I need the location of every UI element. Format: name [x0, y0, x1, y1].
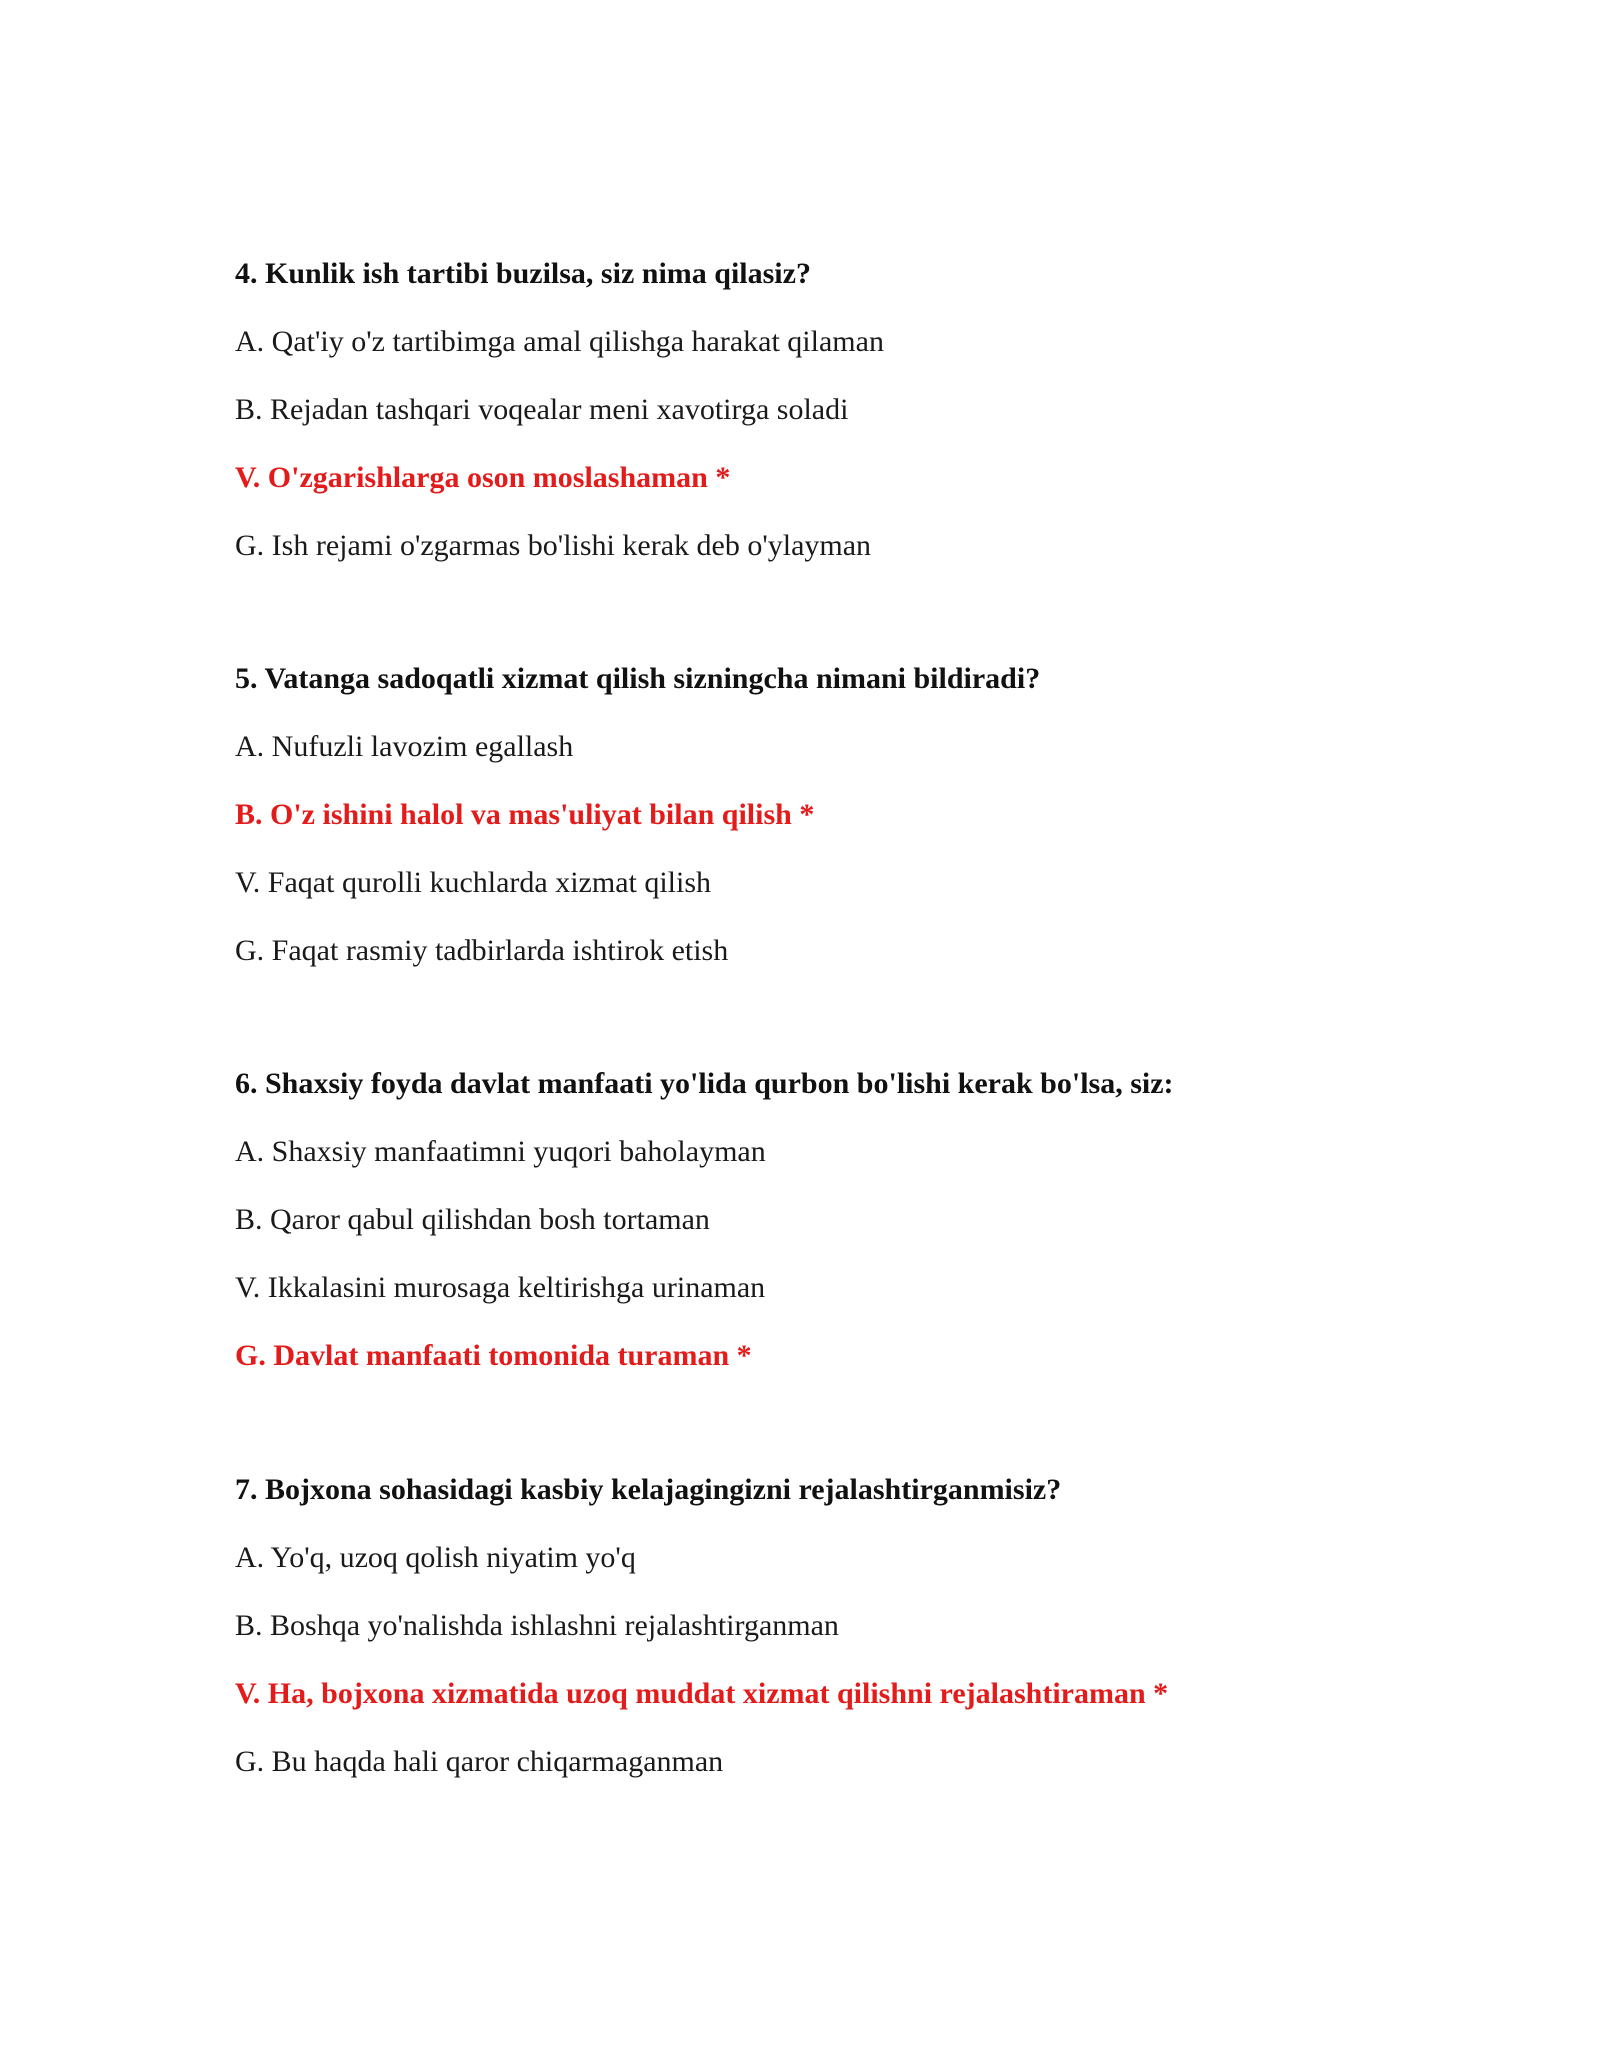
question-block-6 — [235, 1066, 1435, 1374]
answer-option-a: A. Qat'iy o'z tartibimga amal qilishga harakat qilaman — [235, 325, 884, 358]
answer-option-v: V. Ikkalasini murosaga keltirishga urinaman — [235, 1271, 766, 1304]
question-text: 5. Vatanga sadoqatli xizmat qilish sizningcha nimani bildiradi? — [235, 662, 1041, 695]
answer-option-b: B. Boshqa yo'nalishda ishlashni rejalashtirganman — [235, 1609, 839, 1642]
answer-option-g: G. Bu haqda hali qaror chiqarmaganman — [235, 1745, 724, 1778]
answer-option-b: B. Rejadan tashqari voqealar meni xavotirga soladi — [235, 393, 849, 426]
answer-option-b-correct: B. O'z ishini halol va mas'uliyat bilan qilish * — [235, 798, 815, 831]
question-text: 6. Shaxsiy foyda davlat manfaati yo'lida qurbon bo'lishi kerak bo'lsa, siz: — [235, 1067, 1174, 1100]
question-text: 7. Bojxona sohasidagi kasbiy kelajagingizni rejalashtirganmisiz? — [235, 1473, 1062, 1506]
answer-option-g: G. Ish rejami o'zgarmas bo'lishi kerak deb o'ylayman — [235, 529, 872, 562]
question-block-7 — [235, 1472, 1435, 1780]
question-block-5 — [235, 661, 1435, 969]
question-block-4 — [235, 256, 1435, 564]
answer-option-a: A. Yo'q, uzoq qolish niyatim yo'q — [235, 1541, 636, 1574]
question-text: 4. Kunlik ish tartibi buzilsa, siz nima qilasiz? — [235, 257, 811, 290]
answer-option-b: B. Qaror qabul qilishdan bosh tortaman — [235, 1203, 710, 1236]
answer-option-g: G. Faqat rasmiy tadbirlarda ishtirok etish — [235, 934, 729, 967]
answer-option-v-correct: V. O'zgarishlarga oson moslashaman * — [235, 461, 731, 494]
answer-option-g-correct: G. Davlat manfaati tomonida turaman * — [235, 1339, 752, 1372]
answer-option-a: A. Shaxsiy manfaatimni yuqori baholayman — [235, 1135, 766, 1168]
answer-option-v: V. Faqat qurolli kuchlarda xizmat qilish — [235, 866, 712, 899]
answer-option-v-correct: V. Ha, bojxona xizmatida uzoq muddat xizmat qilishni rejalashtiraman * — [235, 1677, 1169, 1710]
answer-option-a: A. Nufuzli lavozim egallash — [235, 730, 574, 763]
